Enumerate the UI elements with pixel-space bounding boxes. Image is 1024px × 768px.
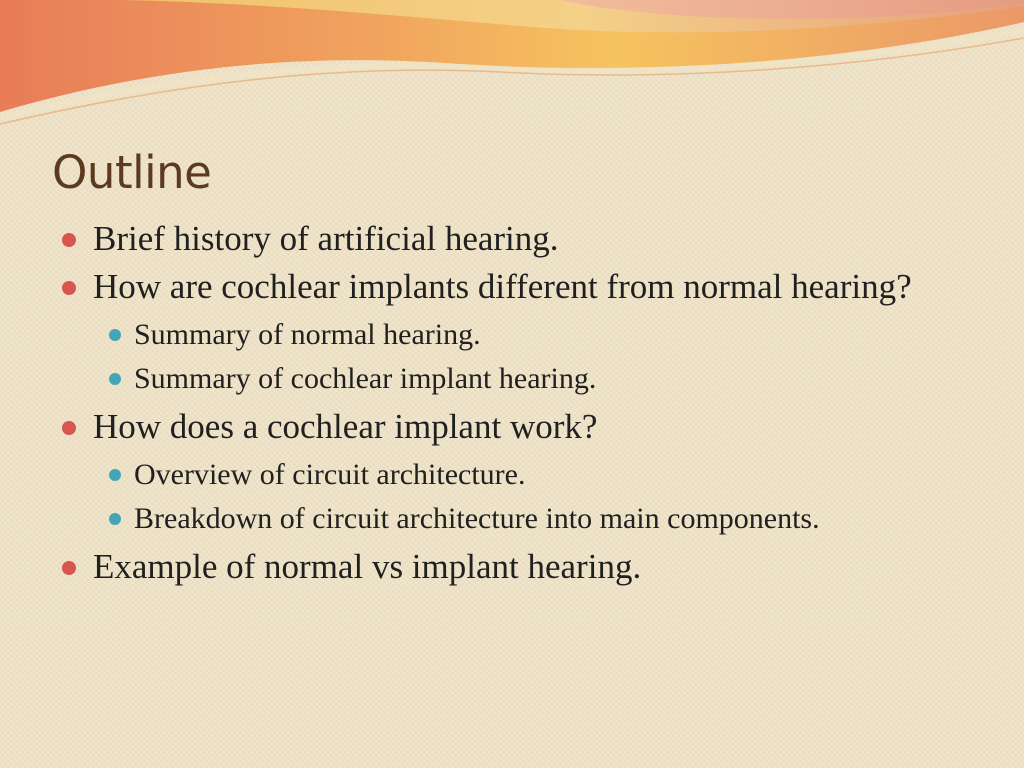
sub-item-text: Breakdown of circuit architecture into main components. — [134, 502, 820, 535]
sub-bullet-icon — [109, 329, 121, 341]
sub-item-text: Overview of circuit architecture. — [134, 458, 526, 491]
sub-item — [93, 316, 942, 354]
header-swoosh-decoration — [0, 0, 1024, 130]
outline-item-text: Example of normal vs implant hearing. — [93, 547, 642, 586]
outline-item — [62, 220, 942, 258]
sub-item-text: Summary of normal hearing. — [134, 318, 481, 351]
sub-list — [93, 456, 942, 538]
sub-bullet-icon — [109, 513, 121, 525]
sub-bullet-icon — [109, 469, 121, 481]
outline-item-text: Brief history of artificial hearing. — [93, 219, 559, 258]
outline-item — [62, 548, 942, 586]
sub-bullet-icon — [109, 373, 121, 385]
outline-item — [62, 408, 942, 538]
sub-item — [93, 360, 942, 398]
outline-item — [62, 268, 942, 398]
sub-item — [93, 500, 942, 538]
sub-item — [93, 456, 942, 494]
bullet-icon — [62, 421, 76, 435]
slide-title: Outline — [52, 146, 212, 199]
bullet-icon — [62, 561, 76, 575]
sub-list — [93, 316, 942, 398]
outline-list — [62, 220, 942, 596]
outline-item-text: How are cochlear implants different from normal hearing? — [93, 267, 912, 306]
sub-item-text: Summary of cochlear implant hearing. — [134, 362, 597, 395]
bullet-icon — [62, 233, 76, 247]
bullet-icon — [62, 281, 76, 295]
outline-item-text: How does a cochlear implant work? — [93, 407, 598, 446]
